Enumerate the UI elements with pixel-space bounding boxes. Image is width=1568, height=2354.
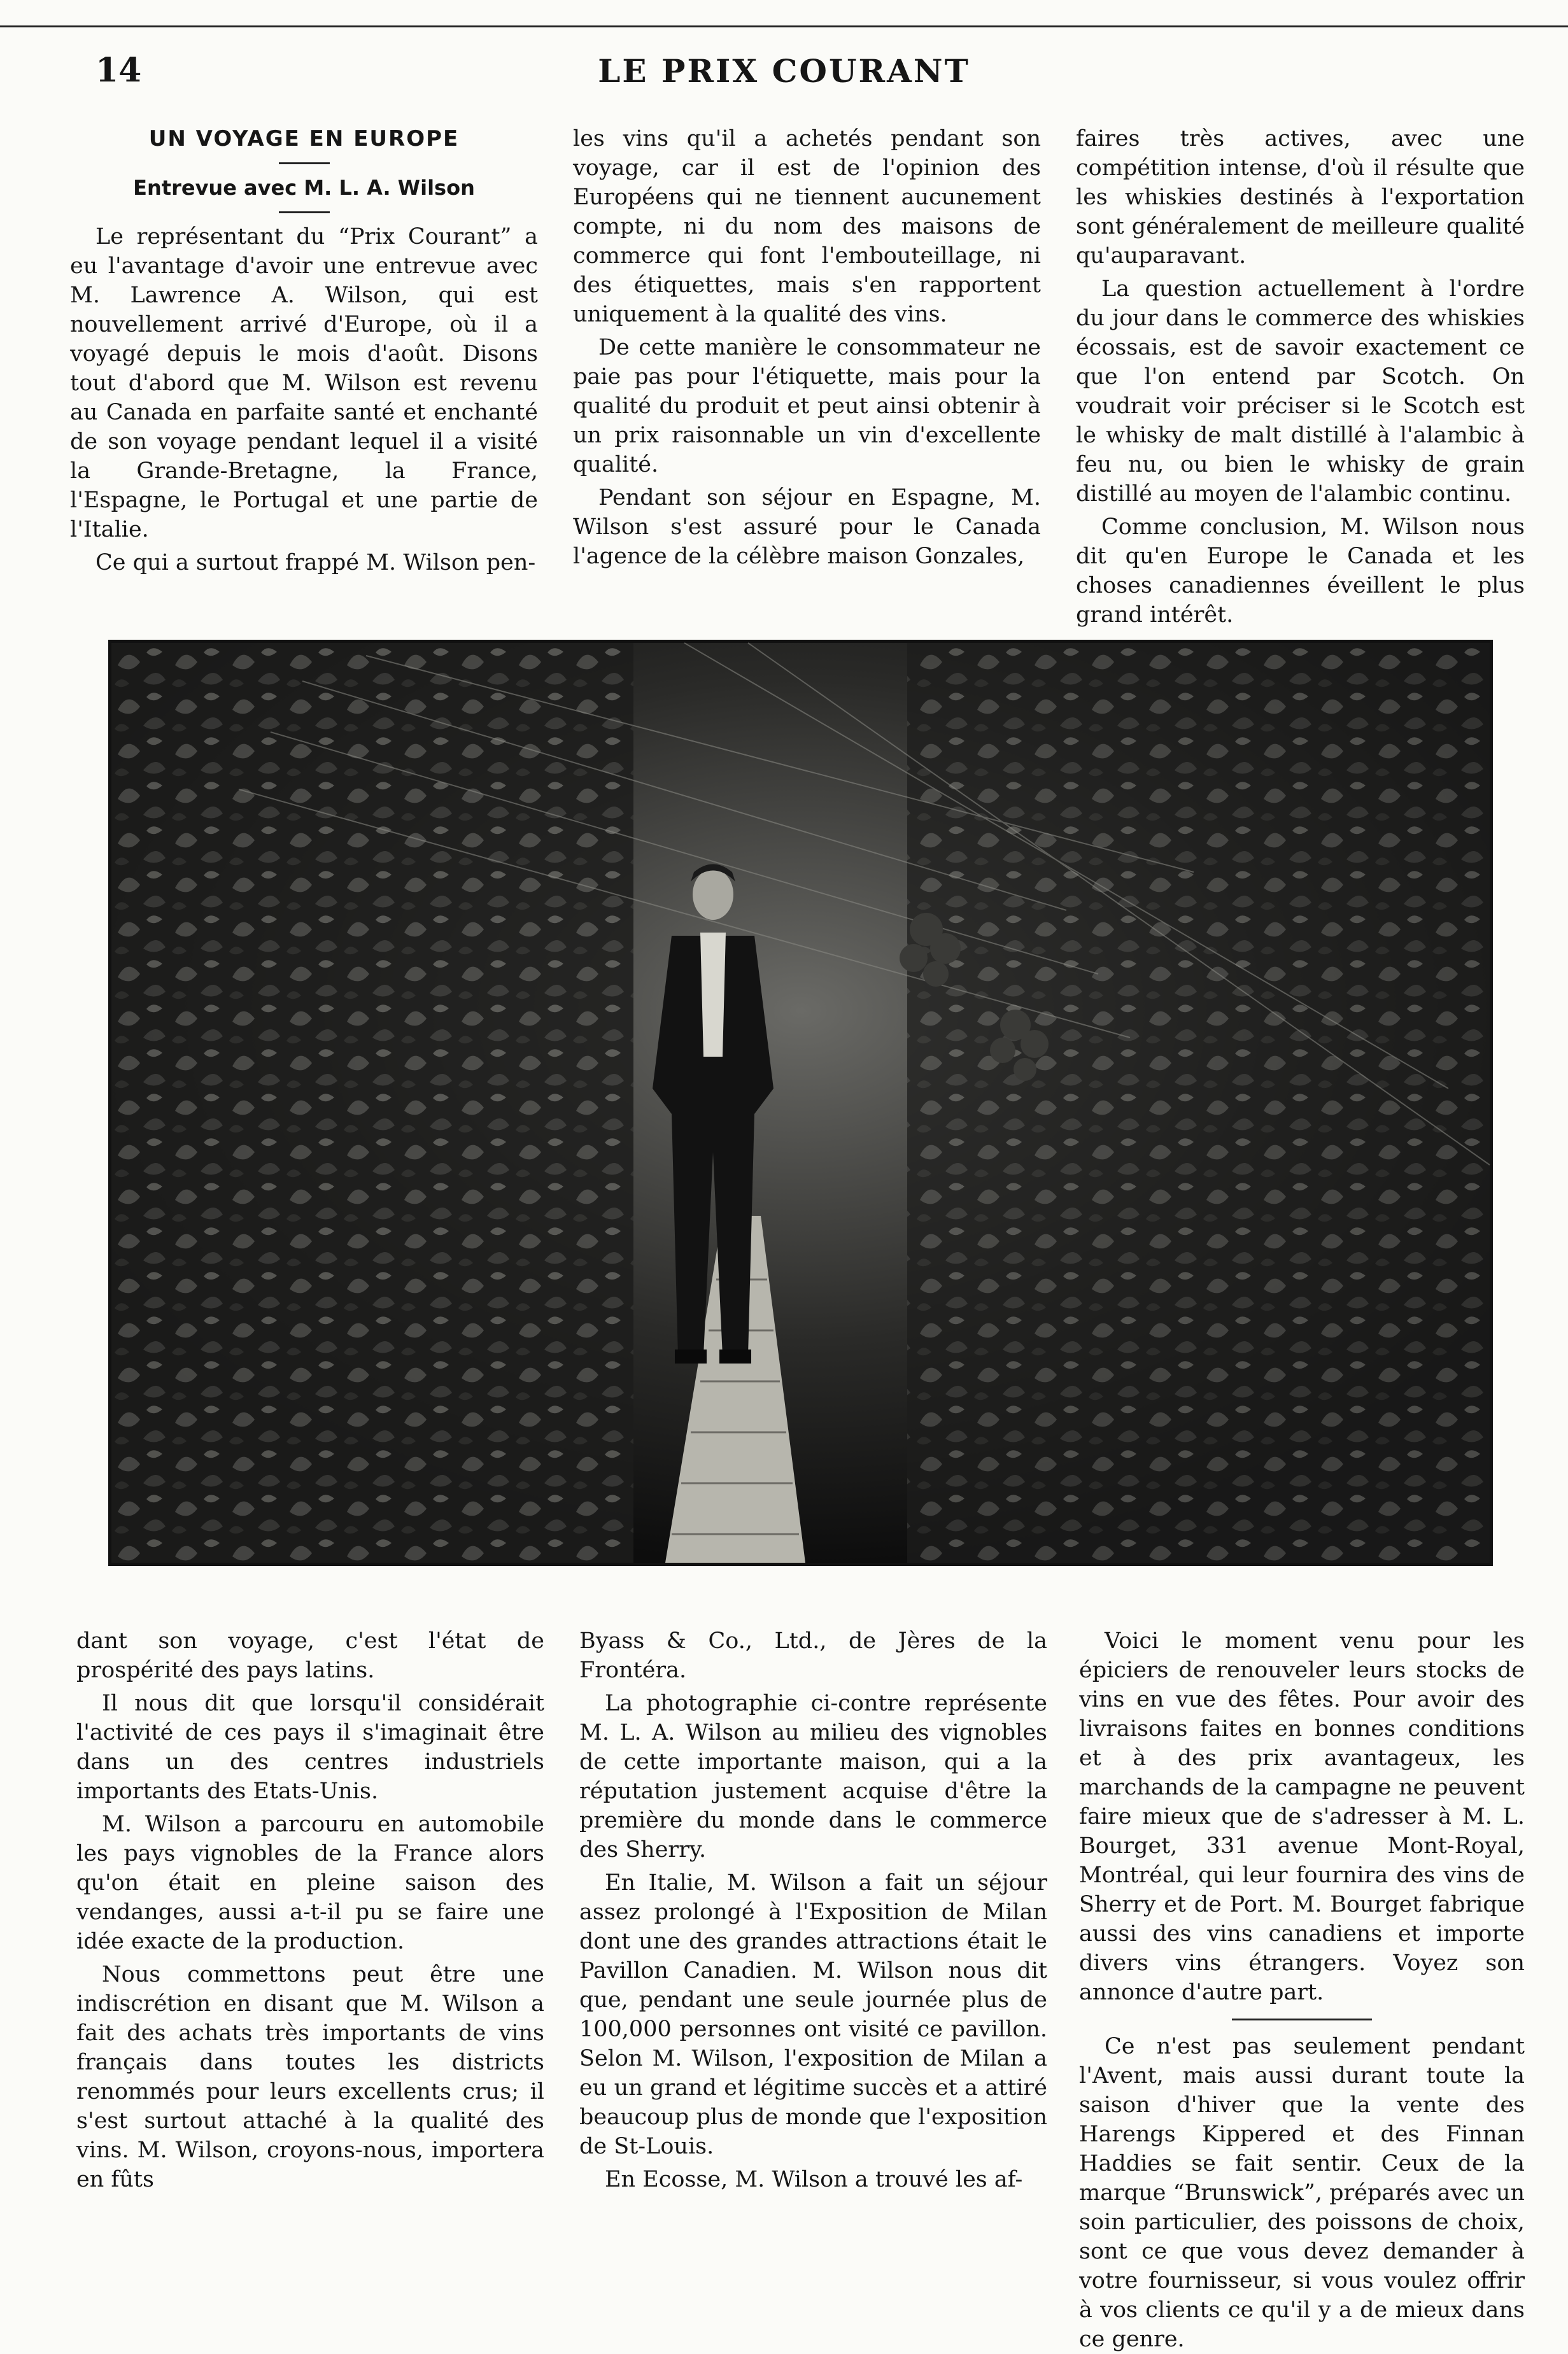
paragraph: Comme conclusion, M. Wilson nous dit qu'en Europe le Canada et les choses canadiennes éveillent le plus grand intérêt. (1076, 514, 1525, 628)
journal-title: LE PRIX COURANT (598, 52, 970, 90)
paragraph: Ce qui a surtout frappé M. Wilson pen- (95, 550, 536, 575)
article-column-4 (76, 1626, 544, 2212)
page-header (0, 51, 1568, 102)
title-divider (279, 162, 330, 164)
paragraph: Il nous dit que lorsqu'il considérait l'activité de ces pays il s'imaginait être dans un des centres industriels importants des Etats-Unis. (76, 1691, 544, 1804)
article-column-3 (1076, 124, 1525, 628)
page-number: 14 (95, 51, 142, 90)
subtitle-divider (279, 211, 330, 213)
paragraph: La question actuellement à l'ordre du jour dans le commerce des whiskies écossais, est de savoir exactement ce que l'on entend par Scotch. On voudrait voir préciser si le Scotch est le whisky de malt distillé à l'alambic à feu nu, ou bien le whisky de grain distillé au moyen de l'alambic continu. (1076, 276, 1525, 507)
paragraph: De cette manière le consommateur ne paie pas pour l'étiquette, mais pour la qualité du produit et peut ainsi obtenir à un prix raisonnable un vin d'excellente qualité. (573, 335, 1041, 477)
notice-divider (1232, 2019, 1372, 2020)
paragraph: Le représentant du “Prix Courant” a eu l'avantage d'avoir une entrevue avec M. Lawrence A. Wilson, qui est nouvellement arrivé d'Europe, où il a voyagé depuis le mois d'août. Disons tout d'abord que M. Wilson est revenu au Canada en parfaite santé et enchanté de son voyage pendant lequel il a visité la Grande-Bretagne, la France, l'Espagne, le Portugal et une partie de l'Italie. (70, 224, 538, 542)
article-column-5 (579, 1626, 1047, 2212)
vineyard-photo-image (111, 643, 1490, 1563)
notices-column (1079, 1626, 1525, 2352)
paragraph: Pendant son séjour en Espagne, M. Wilson s'est assuré pour le Canada l'agence de la célèbre maison Gonzales, (573, 485, 1041, 569)
notice-bourget: Voici le moment venu pour les épiciers de renouveler leurs stocks de vins en vue des fêtes. Pour avoir des livraisons faites en bonnes conditions et à des prix avantageux, les marchands de la campagne ne peuvent faire mieux que de s'adresser à M. L. Bourget, 331 avenue Mont-Royal, Montréal, qui leur fournira des vins de Sherry et de Port. M. Bourget fabrique aussi des vins canadiens et importe divers vins étrangers. Voyez son annonce d'autre part. (1079, 1628, 1525, 2005)
article-title: UN VOYAGE EN EUROPE (148, 126, 460, 152)
vineyard-photograph (108, 640, 1493, 1566)
paragraph: dant son voyage, c'est l'état de prospérité des pays latins. (76, 1628, 544, 1683)
article-column-2 (573, 124, 1041, 582)
paragraph: La photographie ci-contre représente M. L. A. Wilson au milieu des vignobles de cette importante maison, qui a la réputation justement acquise d'être la première du monde dans le commerce des Sherry. (579, 1691, 1047, 1863)
article-subtitle: Entrevue avec M. L. A. Wilson (133, 176, 475, 200)
paragraph: M. Wilson a parcouru en automobile les pays vignobles de la France alors qu'on était en pleine saison des vendanges, aussi a-t-il pu se faire une idée exacte de la production. (76, 1812, 544, 1954)
notice-kippered-herrings: Ce n'est pas seulement pendant l'Avent, mais aussi durant toute la saison d'hiver que la vente des Harengs Kippered et des Finnan Haddies se fait sentir. Ceux de la marque “Brunswick”, préparés avec un soin particulier, des poissons de choix, sont ce que vous devez demander à votre fournisseur, si vous voulez offrir à vos clients ce qu'il y a de mieux dans ce genre. (1079, 2034, 1525, 2352)
top-rule (0, 25, 1568, 27)
paragraph: Nous commettons peut être une indiscrétion en disant que M. Wilson a fait des achats très importants de vins français dans toutes les districts renommés pour leurs excellents crus; il s'est surtout attaché à la qualité des vins. M. Wilson, croyons-nous, importera en fûts (76, 1962, 544, 2192)
paragraph: Byass & Co., Ltd., de Jères de la Frontéra. (579, 1628, 1047, 1683)
article-column-1 (70, 124, 538, 582)
paragraph: En Italie, M. Wilson a fait un séjour assez prolongé à l'Exposition de Milan dont une des grandes attractions était le Pavillon Canadien. M. Wilson nous dit que, pendant une seule journée plus de 100,000 personnes ont visité ce pavillon. Selon M. Wilson, l'exposition de Milan a eu un grand et légitime succès et a attiré beaucoup plus de monde que l'exposition de St-Louis. (579, 1870, 1047, 2159)
paragraph: faires très actives, avec une compétition intense, d'où il résulte que les whiskies destinés à l'exportation sont généralement de meilleure qualité qu'auparavant. (1076, 126, 1525, 269)
paragraph: En Ecosse, M. Wilson a trouvé les af- (605, 2167, 1023, 2192)
paragraph: les vins qu'il a achetés pendant son voyage, car il est de l'opinion des Européens qui ne tiennent aucunement compte, ni du nom des maisons de commerce qui font l'embouteillage, ni des étiquettes, mais s'en rapportent uniquement à la qualité des vins. (573, 126, 1041, 327)
